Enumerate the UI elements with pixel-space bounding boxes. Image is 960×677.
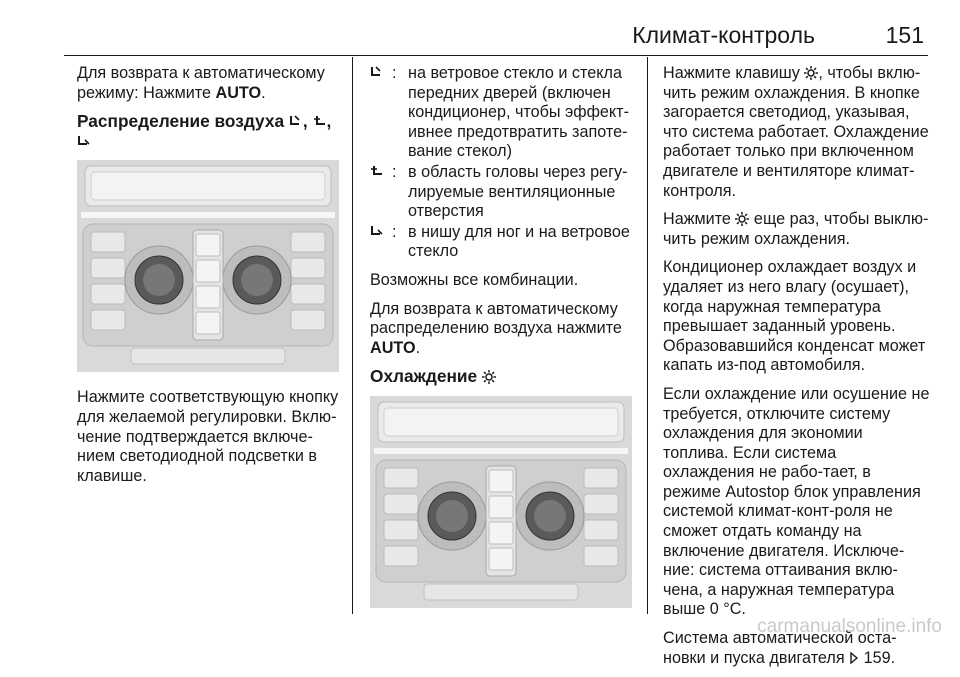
return-auto-suffix: . xyxy=(415,338,421,357)
disable-cooling-paragraph: Если охлаждение или осушение не требуется, отключите систему охлаждения для экономии топлива. Если система охлаждения не рабо-тает, в режиме Autostop блок управления системой климат-конт-роля не сможет отдать команду на включение двигателя. Исключе-ние: система оттаивания вклю-чена, а наружная температура выше 0 °C. xyxy=(663,384,930,619)
cooling-photo xyxy=(370,396,636,608)
column-divider-2 xyxy=(647,57,648,614)
windscreen-feet-icon xyxy=(289,114,303,129)
cooling-heading-text: Охлаждение xyxy=(370,366,478,387)
page-header-title: Климат-контроль xyxy=(632,22,815,48)
left-auto-suffix: . xyxy=(261,83,266,102)
definition-row: : в область головы через регу-лируемые вентиляционные отверстия xyxy=(370,163,636,222)
cooling-on-prefix: Нажмите клавишу xyxy=(663,64,805,82)
left-auto-paragraph xyxy=(77,64,343,103)
snowflake-icon xyxy=(482,370,496,384)
definition-text: в область головы через регу-лируемые вентиляционные отверстия xyxy=(408,162,628,221)
dehumidify-paragraph: Кондиционер охлаждает воздух и удаляет из него влагу (осушает), когда наружная температура превышает заданный уровень. Образовавшийся конденсат может капать из-под автомобиля. xyxy=(663,258,926,375)
column-divider-1 xyxy=(352,57,353,614)
left-caption: Нажмите соответствующую кнопку для желаемой регулировки. Вклю-чение подтверждается включе-нием светодиодной подсветки в клавише. xyxy=(77,388,339,485)
autostop-page-ref: 159. xyxy=(859,648,896,667)
definition-text: на ветровое стекло и стекла передних дверей (включен кондиционер, чтобы эффект-ивнее предотвратить запоте-вание стекол) xyxy=(408,64,629,161)
air-distribution-photo xyxy=(77,160,343,372)
cooling-off-prefix: Нажмите xyxy=(663,210,736,229)
page-reference-icon xyxy=(849,651,859,665)
head-icon xyxy=(313,114,327,129)
cooling-off-text: еще раз, чтобы выклю-чить режим охлаждения. xyxy=(663,210,929,248)
feet-windscreen-icon xyxy=(370,224,384,239)
watermark: carmanualsonline.info xyxy=(757,616,942,637)
left-column xyxy=(77,64,343,495)
middle-column xyxy=(370,64,636,624)
auto-label: AUTO xyxy=(370,338,416,357)
cooling-on-paragraph xyxy=(663,64,931,201)
left-auto-text: Для возврата к автоматическому режиму: Нажмите xyxy=(77,64,325,102)
snowflake-icon xyxy=(804,66,818,80)
cooling-off-paragraph xyxy=(663,210,931,249)
head-icon xyxy=(370,164,384,179)
air-distribution-heading: Распределение воздуха , , xyxy=(77,112,343,151)
definition-text: в нишу для ног и на ветровое стекло xyxy=(408,222,630,261)
return-auto-paragraph xyxy=(370,300,636,359)
air-distribution-definitions xyxy=(370,64,636,262)
auto-label: AUTO xyxy=(215,83,262,102)
feet-icon xyxy=(77,134,91,149)
right-column xyxy=(663,64,931,677)
return-auto-text: Для возврата к автоматическому распределению воздуха нажмите xyxy=(370,299,622,338)
header-rule xyxy=(64,55,928,56)
page-number: 151 xyxy=(885,22,924,48)
combinations-paragraph: Возможны все комбинации. xyxy=(370,270,579,289)
air-distribution-heading-text: Распределение воздуха xyxy=(77,111,285,132)
windscreen-icon xyxy=(370,65,384,80)
definition-row: : в нишу для ног и на ветровое стекло xyxy=(370,223,636,262)
cooling-on-text: , чтобы вклю-чить режим охлаждения. В кнопке загорается светодиод, указывая, что система работает. Охлаждение работает только при включенном двигателе и вентиляторе климат-контроля. xyxy=(663,64,929,200)
autostop-text: Система автоматической оста-новки и пуска двигателя xyxy=(663,629,897,667)
snowflake-icon xyxy=(735,212,749,226)
definition-row: : на ветровое стекло и стекла передних дверей (включен кондиционер, чтобы эффект-ивнее предотвратить запоте-вание стекол) xyxy=(370,64,636,162)
cooling-heading xyxy=(370,367,636,387)
